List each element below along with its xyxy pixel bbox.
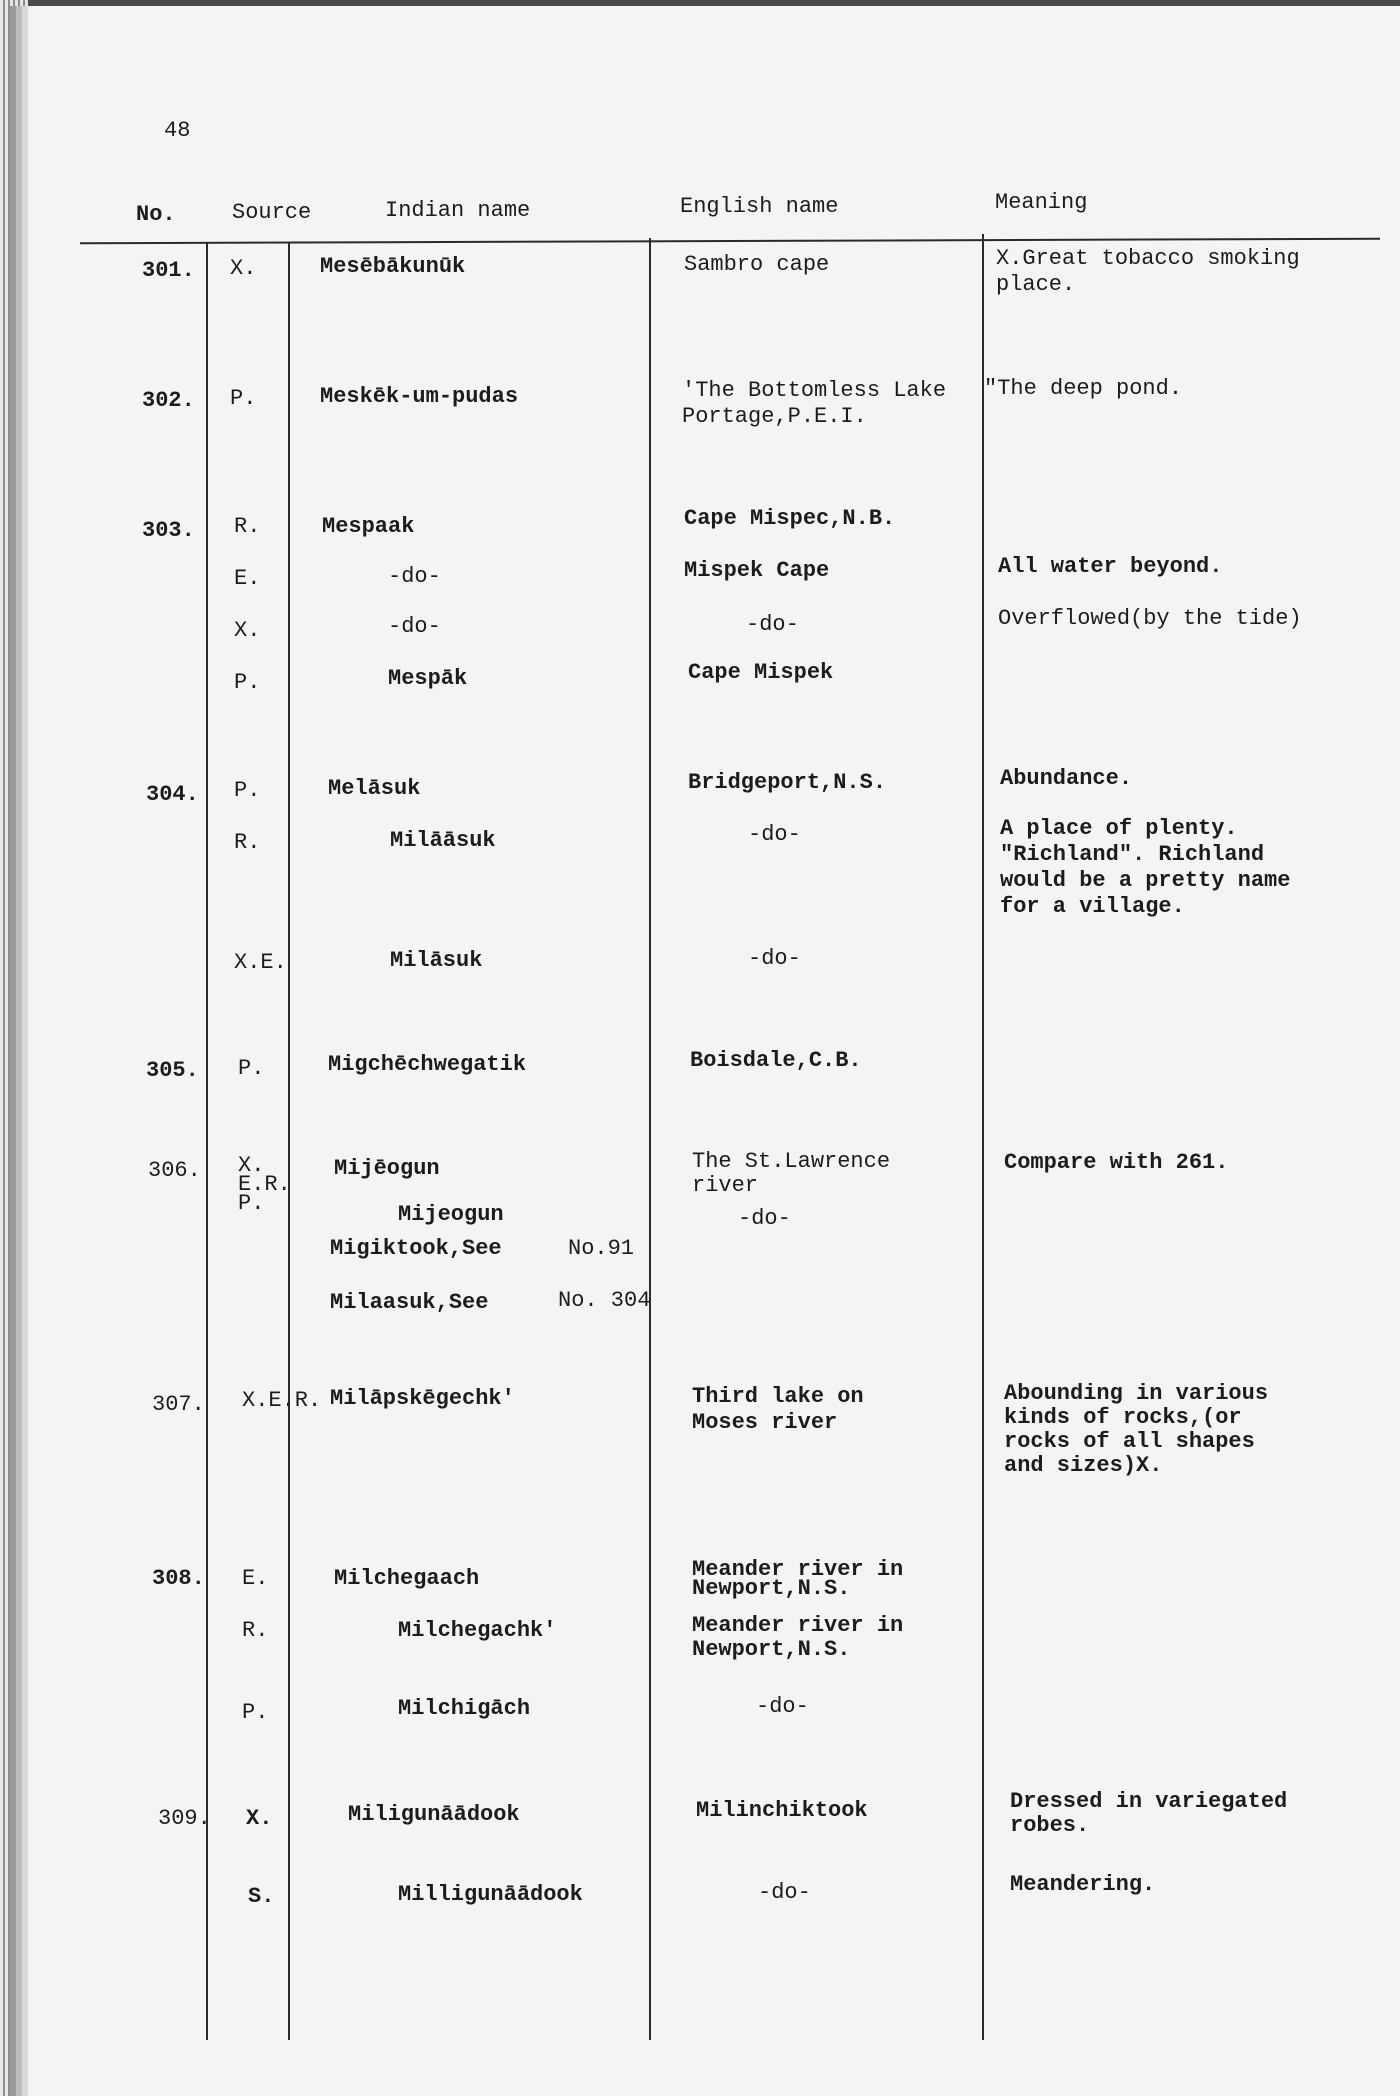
entry-english-name: Boisdale,C.B. [690,1048,862,1073]
column-header-english-name: English name [680,194,839,219]
entry-english-name: -do- [748,822,801,847]
entry-number: 306. [148,1158,201,1183]
entry-indian-name: -do- [388,564,441,589]
column-divider-english [982,234,984,2040]
entry-english-name: -do- [748,946,801,971]
entry-number: 304. [146,782,199,807]
entry-english-name: -do- [756,1694,809,1719]
column-header-meaning: Meaning [995,190,1088,215]
column-header-no: No. [136,202,176,227]
entry-indian-name: Milchigāch [398,1696,531,1721]
entry-source: R. [234,514,261,539]
cross-reference-number: No.91 [568,1236,635,1261]
cross-reference-name: Milaasuk,See [330,1290,489,1315]
entry-indian-name: Milchegaach [334,1566,480,1591]
entry-english-name: -do- [746,612,799,637]
entry-indian-name: Milligunāādook [398,1882,583,1907]
header-rule [80,238,1380,245]
entry-english-name: Sambro cape [684,252,830,277]
entry-source: X. [246,1806,273,1831]
entry-source: X.E.R. [242,1388,322,1413]
entry-source: E. [234,566,261,591]
entry-indian-name: Melāsuk [328,776,421,801]
entry-number: 301. [142,258,195,283]
entry-meaning: Compare with 261. [1004,1150,1229,1175]
entry-number: 302. [142,388,195,413]
entry-number: 307. [152,1392,205,1417]
cross-reference-name: Migiktook,See [330,1236,502,1261]
entry-indian-name: Miligunāādook [348,1802,520,1827]
entry-meaning: Abundance. [1000,766,1133,791]
entry-indian-name: Mijēogun [334,1156,440,1181]
entry-source: P. [242,1700,269,1725]
entry-meaning: X.Great tobacco smoking place. [996,246,1300,297]
entry-source: R. [242,1618,269,1643]
entry-source: X. [230,256,257,281]
entry-english-name: Milinchiktook [696,1798,868,1823]
cross-reference-number: No. 304 [558,1288,651,1313]
entry-indian-name: Mesēbākunūk [320,254,466,279]
entry-source: E. [242,1566,269,1591]
entry-indian-name: Mespaak [322,514,415,539]
column-divider-source [288,242,290,2040]
entry-meaning: Dressed in variegated robes. [1010,1789,1288,1838]
entry-english-name: -do- [758,1880,811,1905]
entry-meaning: "The deep pond. [984,376,1183,401]
entry-indian-name: Mijeogun [398,1202,504,1227]
entry-source: P. [230,386,257,411]
entry-source: X. [234,618,261,643]
entry-indian-name: Milāsuk [390,948,483,973]
entry-number: 309. [158,1806,211,1831]
entry-english-name: The St.Lawrence river [692,1149,891,1198]
entry-english-name: Third lake on Moses river [692,1384,864,1435]
entry-source: X. E.R. P. [238,1153,291,1216]
page-stack-edge [0,0,28,2096]
entry-english-name: Meander river in Newport,N.S. [692,1613,904,1662]
entry-meaning: Abounding in various kinds of rocks,(or rocks of all shapes and sizes)X. [1004,1381,1269,1478]
entry-indian-name: -do- [388,614,441,639]
entry-source: P. [238,1056,265,1081]
entry-english-name: Meander river in Newport,N.S. [692,1557,904,1601]
entry-source: S. [248,1884,275,1909]
column-header-source: Source [232,200,312,225]
column-divider-indian [649,238,651,2040]
entry-indian-name: Mespāk [388,666,468,691]
page-number: 48 [164,118,191,143]
column-divider-no [206,242,208,2040]
entry-source: R. [234,830,261,855]
entry-number: 308. [152,1566,205,1591]
entry-indian-name: Milchegachk' [398,1618,557,1643]
entry-meaning: All water beyond. [998,554,1223,579]
entry-english-name: -do- [738,1206,791,1231]
entry-english-name: Bridgeport,N.S. [688,770,887,795]
entry-indian-name: Milāāsuk [390,828,496,853]
entry-source: P. [234,778,261,803]
entry-meaning: Overflowed(by the tide) [998,606,1302,631]
entry-english-name: Cape Mispek [688,660,834,685]
entry-source: P. [234,670,261,695]
entry-number: 303. [142,518,195,543]
entry-indian-name: Meskēk-um-pudas [320,384,519,409]
column-header-indian-name: Indian name [385,198,531,223]
entry-indian-name: Migchēchwegatik [328,1052,527,1077]
entry-english-name: Mispek Cape [684,558,830,583]
entry-indian-name: Milāpskēgechk' [330,1386,515,1411]
entry-english-name: 'The Bottomless Lake Portage,P.E.I. [682,378,947,429]
document-page [28,6,1400,2096]
entry-meaning: Meandering. [1010,1872,1156,1897]
entry-source: X.E. [234,950,287,975]
entry-number: 305. [146,1058,199,1083]
entry-english-name: Cape Mispec,N.B. [684,506,896,531]
entry-meaning: A place of plenty. "Richland". Richland would be a pretty name for a village. [1000,816,1291,919]
